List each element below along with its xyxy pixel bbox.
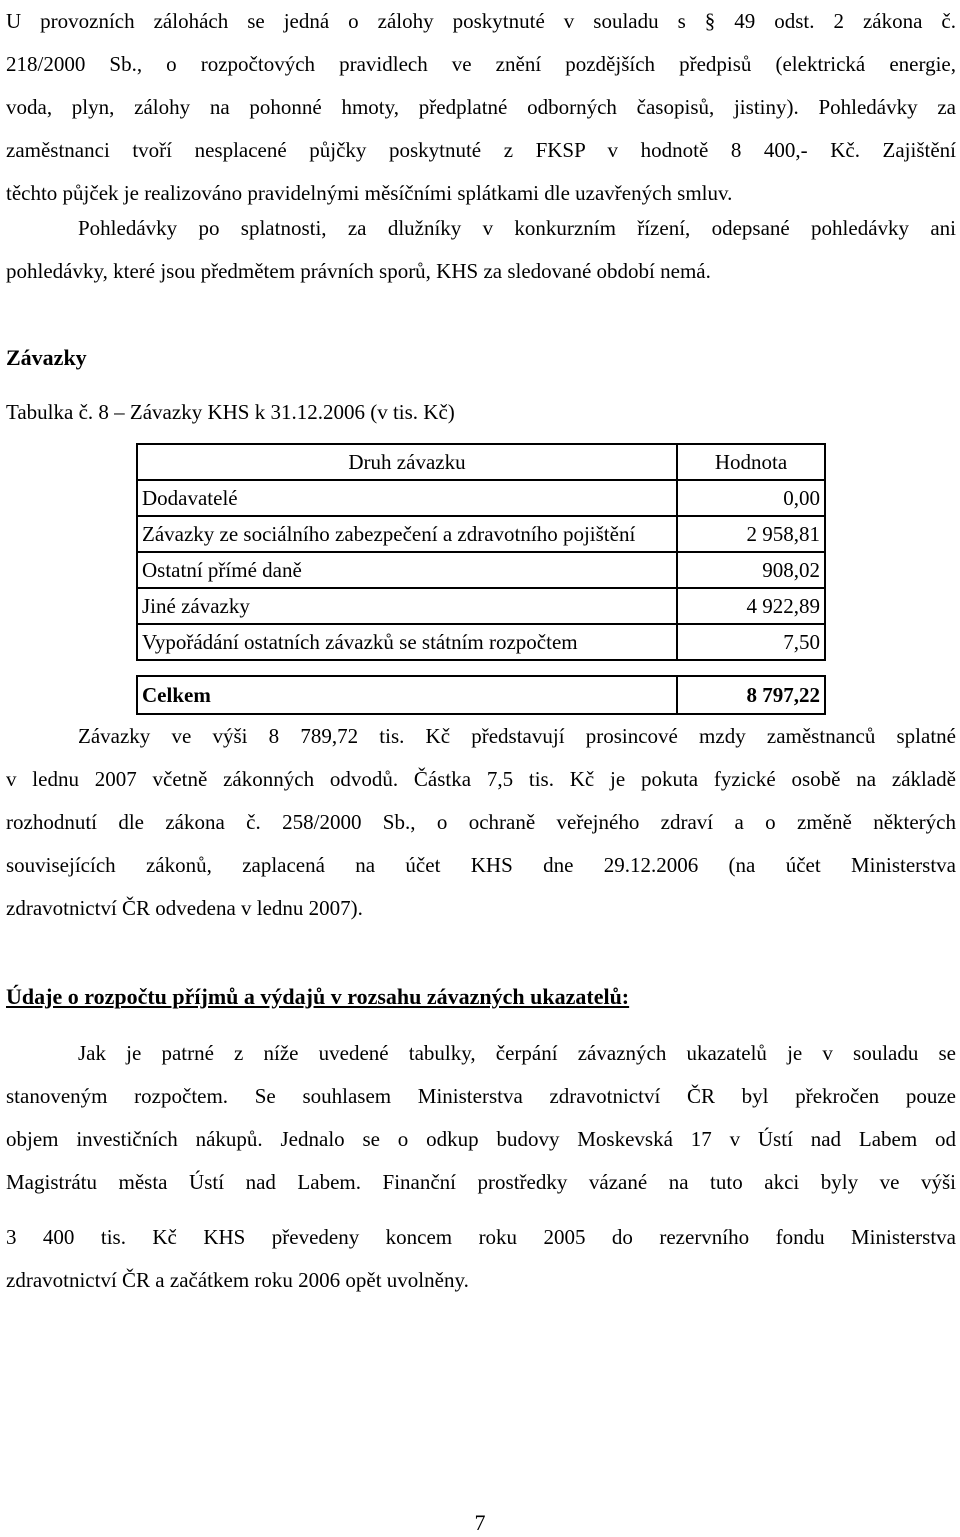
row-value: 4 922,89 bbox=[677, 588, 825, 624]
column-header: Druh závazku bbox=[137, 444, 677, 480]
table-row bbox=[137, 624, 825, 660]
text-line: Pohledávky po splatnosti, za dlužníky v konkurzním řízení, odepsané pohledávky ani bbox=[78, 216, 956, 240]
text-line: v lednu 2007 včetně zákonných odvodů. Částka 7,5 tis. Kč je pokuta fyzické osobě na základě bbox=[6, 767, 956, 791]
table-spacer-row bbox=[137, 660, 825, 676]
column-header: Hodnota bbox=[677, 444, 825, 480]
table-row bbox=[137, 480, 825, 516]
page-number: 7 bbox=[474, 1510, 486, 1535]
text-line: zdravotnictví ČR a začátkem roku 2006 opět uvolněny. bbox=[6, 1268, 469, 1292]
text-line: objem investičních nákupů. Jednalo se o odkup budovy Moskevská 17 v Ústí nad Labem od bbox=[6, 1127, 956, 1151]
text-line: Magistrátu města Ústí nad Labem. Finanční prostředky vázané na tuto akci byly ve výši bbox=[6, 1170, 956, 1194]
text-line: 3 400 tis. Kč KHS převedeny koncem roku 2005 do rezervního fondu Ministerstva bbox=[6, 1225, 956, 1249]
row-label: Ostatní přímé daně bbox=[137, 552, 677, 588]
row-value: 0,00 bbox=[677, 480, 825, 516]
row-label: Vypořádání ostatních závazků se státním rozpočtem bbox=[137, 624, 677, 660]
row-value: 908,02 bbox=[677, 552, 825, 588]
text-line: 218/2000 Sb., o rozpočtových pravidlech ve znění pozdějších předpisů (elektrická energie, bbox=[6, 52, 956, 76]
text-line: Závazky ve výši 8 789,72 tis. Kč představují prosincové mzdy zaměstnanců splatné bbox=[78, 724, 956, 748]
text-line: rozhodnutí dle zákona č. 258/2000 Sb., o ochraně veřejného zdraví a o změně některých bbox=[6, 810, 956, 834]
paragraph-rozpocet bbox=[6, 1032, 956, 1302]
text-line: Jak je patrné z níže uvedené tabulky, čerpání závazných ukazatelů je v souladu se bbox=[78, 1041, 956, 1065]
total-label: Celkem bbox=[137, 676, 677, 714]
row-label: Závazky ze sociálního zabezpečení a zdravotního pojištění bbox=[137, 516, 677, 552]
row-label: Dodavatelé bbox=[137, 480, 677, 516]
text-line: souvisejících zákonů, zaplacená na účet KHS dne 29.12.2006 (na účet Ministerstva bbox=[6, 853, 956, 877]
text-line: voda, plyn, zálohy na pohonné hmoty, předplatné odborných časopisů, jistiny). Pohledávky za bbox=[6, 95, 956, 119]
paragraph-zalohy bbox=[6, 0, 956, 215]
section-heading-zavazky: Závazky bbox=[6, 345, 87, 370]
paragraph-pohledavky bbox=[6, 207, 956, 293]
text-line: zaměstnanci tvoří nesplacené půjčky poskytnuté z FKSP v hodnotě 8 400,- Kč. Zajištění bbox=[6, 138, 956, 162]
table-row bbox=[137, 588, 825, 624]
row-value: 7,50 bbox=[677, 624, 825, 660]
table-header-row bbox=[137, 444, 825, 480]
text-line: stanoveným rozpočtem. Se souhlasem Ministerstva zdravotnictví ČR byl překročen pouze bbox=[6, 1084, 956, 1108]
section-heading-rozpocet: Údaje o rozpočtu příjmů a výdajů v rozsahu závazných ukazatelů: bbox=[6, 984, 630, 1009]
text-line: pohledávky, které jsou předmětem právních sporů, KHS za sledované období nemá. bbox=[6, 259, 711, 283]
paragraph-zavazky-popis bbox=[6, 715, 956, 930]
text-line: zdravotnictví ČR odvedena v lednu 2007). bbox=[6, 896, 363, 920]
total-value: 8 797,22 bbox=[677, 676, 825, 714]
text-line: U provozních zálohách se jedná o zálohy poskytnuté v souladu s § 49 odst. 2 zákona č. bbox=[6, 9, 956, 33]
table-row bbox=[137, 516, 825, 552]
row-value: 2 958,81 bbox=[677, 516, 825, 552]
zavazky-table bbox=[136, 443, 826, 715]
table-row bbox=[137, 552, 825, 588]
table-total-row bbox=[137, 676, 825, 714]
row-label: Jiné závazky bbox=[137, 588, 677, 624]
table-caption: Tabulka č. 8 – Závazky KHS k 31.12.2006 (v tis. Kč) bbox=[6, 400, 455, 424]
text-line: těchto půjček je realizováno pravidelnými měsíčními splátkami dle uzavřených smluv. bbox=[6, 181, 733, 205]
